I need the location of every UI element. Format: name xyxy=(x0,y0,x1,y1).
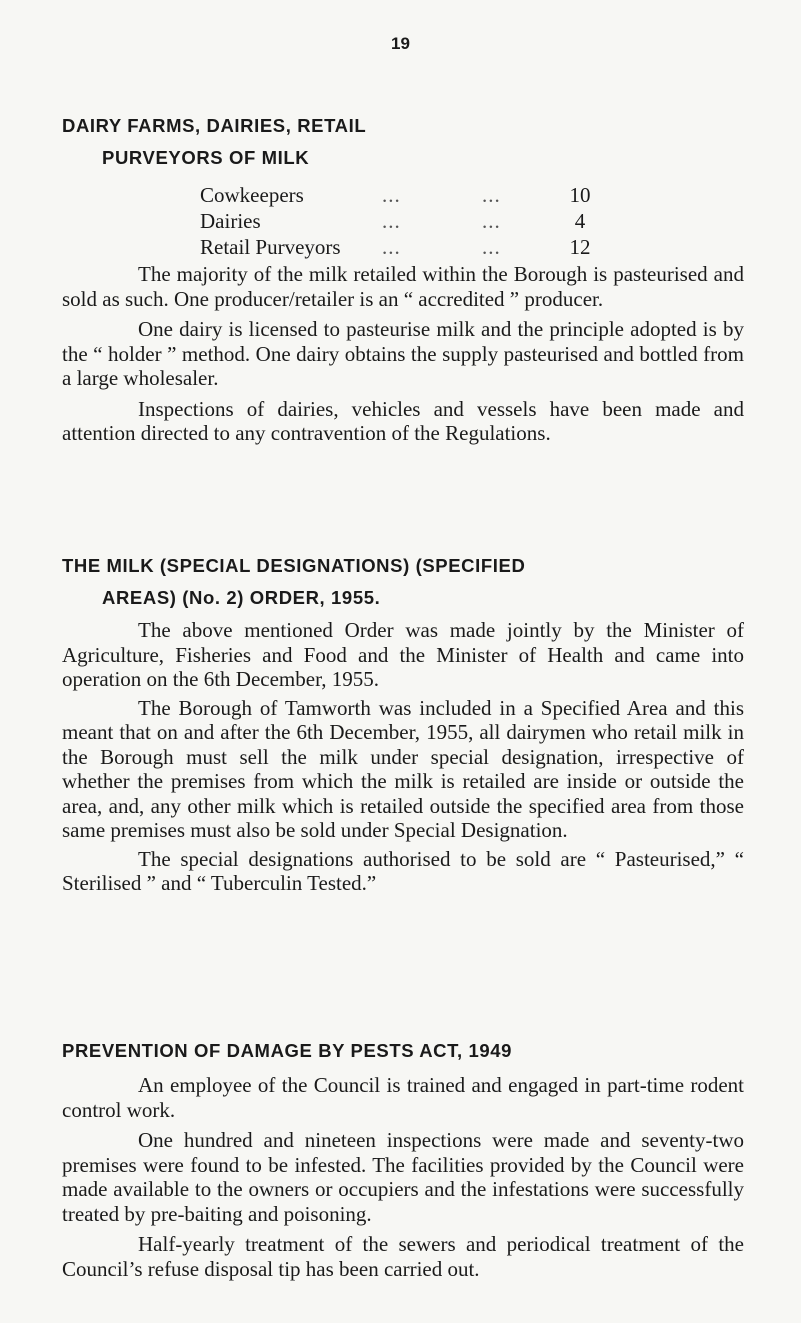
list-item xyxy=(62,208,744,234)
leader-dots: ... xyxy=(482,209,501,233)
list-item xyxy=(62,182,744,208)
section-heading xyxy=(62,550,744,614)
heading-line-1: THE MILK (SPECIAL DESIGNATIONS) (SPECIFIED xyxy=(62,555,526,576)
heading-line-2: AREAS) (No. 2) ORDER, 1955. xyxy=(102,587,381,608)
leader-dots: ... xyxy=(482,235,501,259)
count-label: Retail Purveyors xyxy=(200,235,341,259)
leader-dots: ... xyxy=(382,209,401,233)
heading-line-1: PREVENTION OF DAMAGE BY PESTS ACT, 1949 xyxy=(62,1040,513,1061)
paragraph: The above mentioned Order was made jointly by the Minister of Agriculture, Fisheries and Food and the Minister of Health and came into operation on the 6th December, 1955. xyxy=(62,618,744,691)
paragraph: Half-yearly treatment of the sewers and periodical treatment of the Council’s refuse disposal tip has been carried out. xyxy=(62,1232,744,1281)
list-item xyxy=(62,234,744,260)
page-number: 19 xyxy=(391,34,410,53)
paragraph: Inspections of dairies, vehicles and vessels have been made and attention directed to any contravention of the Regulations. xyxy=(62,396,744,445)
section-heading xyxy=(62,110,744,174)
count-label: Dairies xyxy=(200,209,261,233)
section-milk-order xyxy=(62,550,744,896)
paragraph: One dairy is licensed to pasteurise milk and the principle adopted is by the “ holder ” method. One dairy obtains the supply pasteurised and bottled from a large wholesaler. xyxy=(62,317,744,390)
section-dairy-farms xyxy=(62,110,744,446)
section-body xyxy=(62,618,744,896)
leader-dots: ... xyxy=(482,183,501,207)
section-pests-act xyxy=(62,1035,744,1281)
leader-dots: ... xyxy=(382,183,401,207)
paragraph: The majority of the milk retailed within the Borough is pasteurised and sold as such. One producer/retailer is an “ accredited ” producer. xyxy=(62,262,744,311)
paragraph: The special designations authorised to be sold are “ Pasteurised,” “ Sterilised ” and “ Tuberculin Tested.” xyxy=(62,846,744,895)
section-body xyxy=(62,262,744,446)
premises-count-list xyxy=(62,182,744,260)
section-heading xyxy=(62,1035,744,1067)
section-body xyxy=(62,1073,744,1281)
heading-line-1: DAIRY FARMS, DAIRIES, RETAIL xyxy=(62,115,367,136)
heading-line-2: PURVEYORS OF MILK xyxy=(102,147,310,168)
count-label: Cowkeepers xyxy=(200,183,304,207)
count-value: 10 xyxy=(569,183,591,207)
paragraph: One hundred and nineteen inspections were made and seventy-two premises were found to be infested. The facilities provided by the Council were made available to the owners or occupiers and the infestations were successfully treated by pre-baiting and poisoning. xyxy=(62,1128,744,1226)
paragraph: An employee of the Council is trained and engaged in part-time rodent control work. xyxy=(62,1073,744,1122)
count-value: 4 xyxy=(574,209,586,233)
count-value: 12 xyxy=(569,235,591,259)
leader-dots: ... xyxy=(382,235,401,259)
paragraph: The Borough of Tamworth was included in a Specified Area and this meant that on and after the 6th December, 1955, all dairymen who retail milk in the Borough must sell the milk under special designation, irrespective of whether the premises from which the milk is retailed are inside or outside the area, and, any other milk which is retailed outside the specified area from those same premises must also be sold under Special Designation. xyxy=(62,695,744,842)
